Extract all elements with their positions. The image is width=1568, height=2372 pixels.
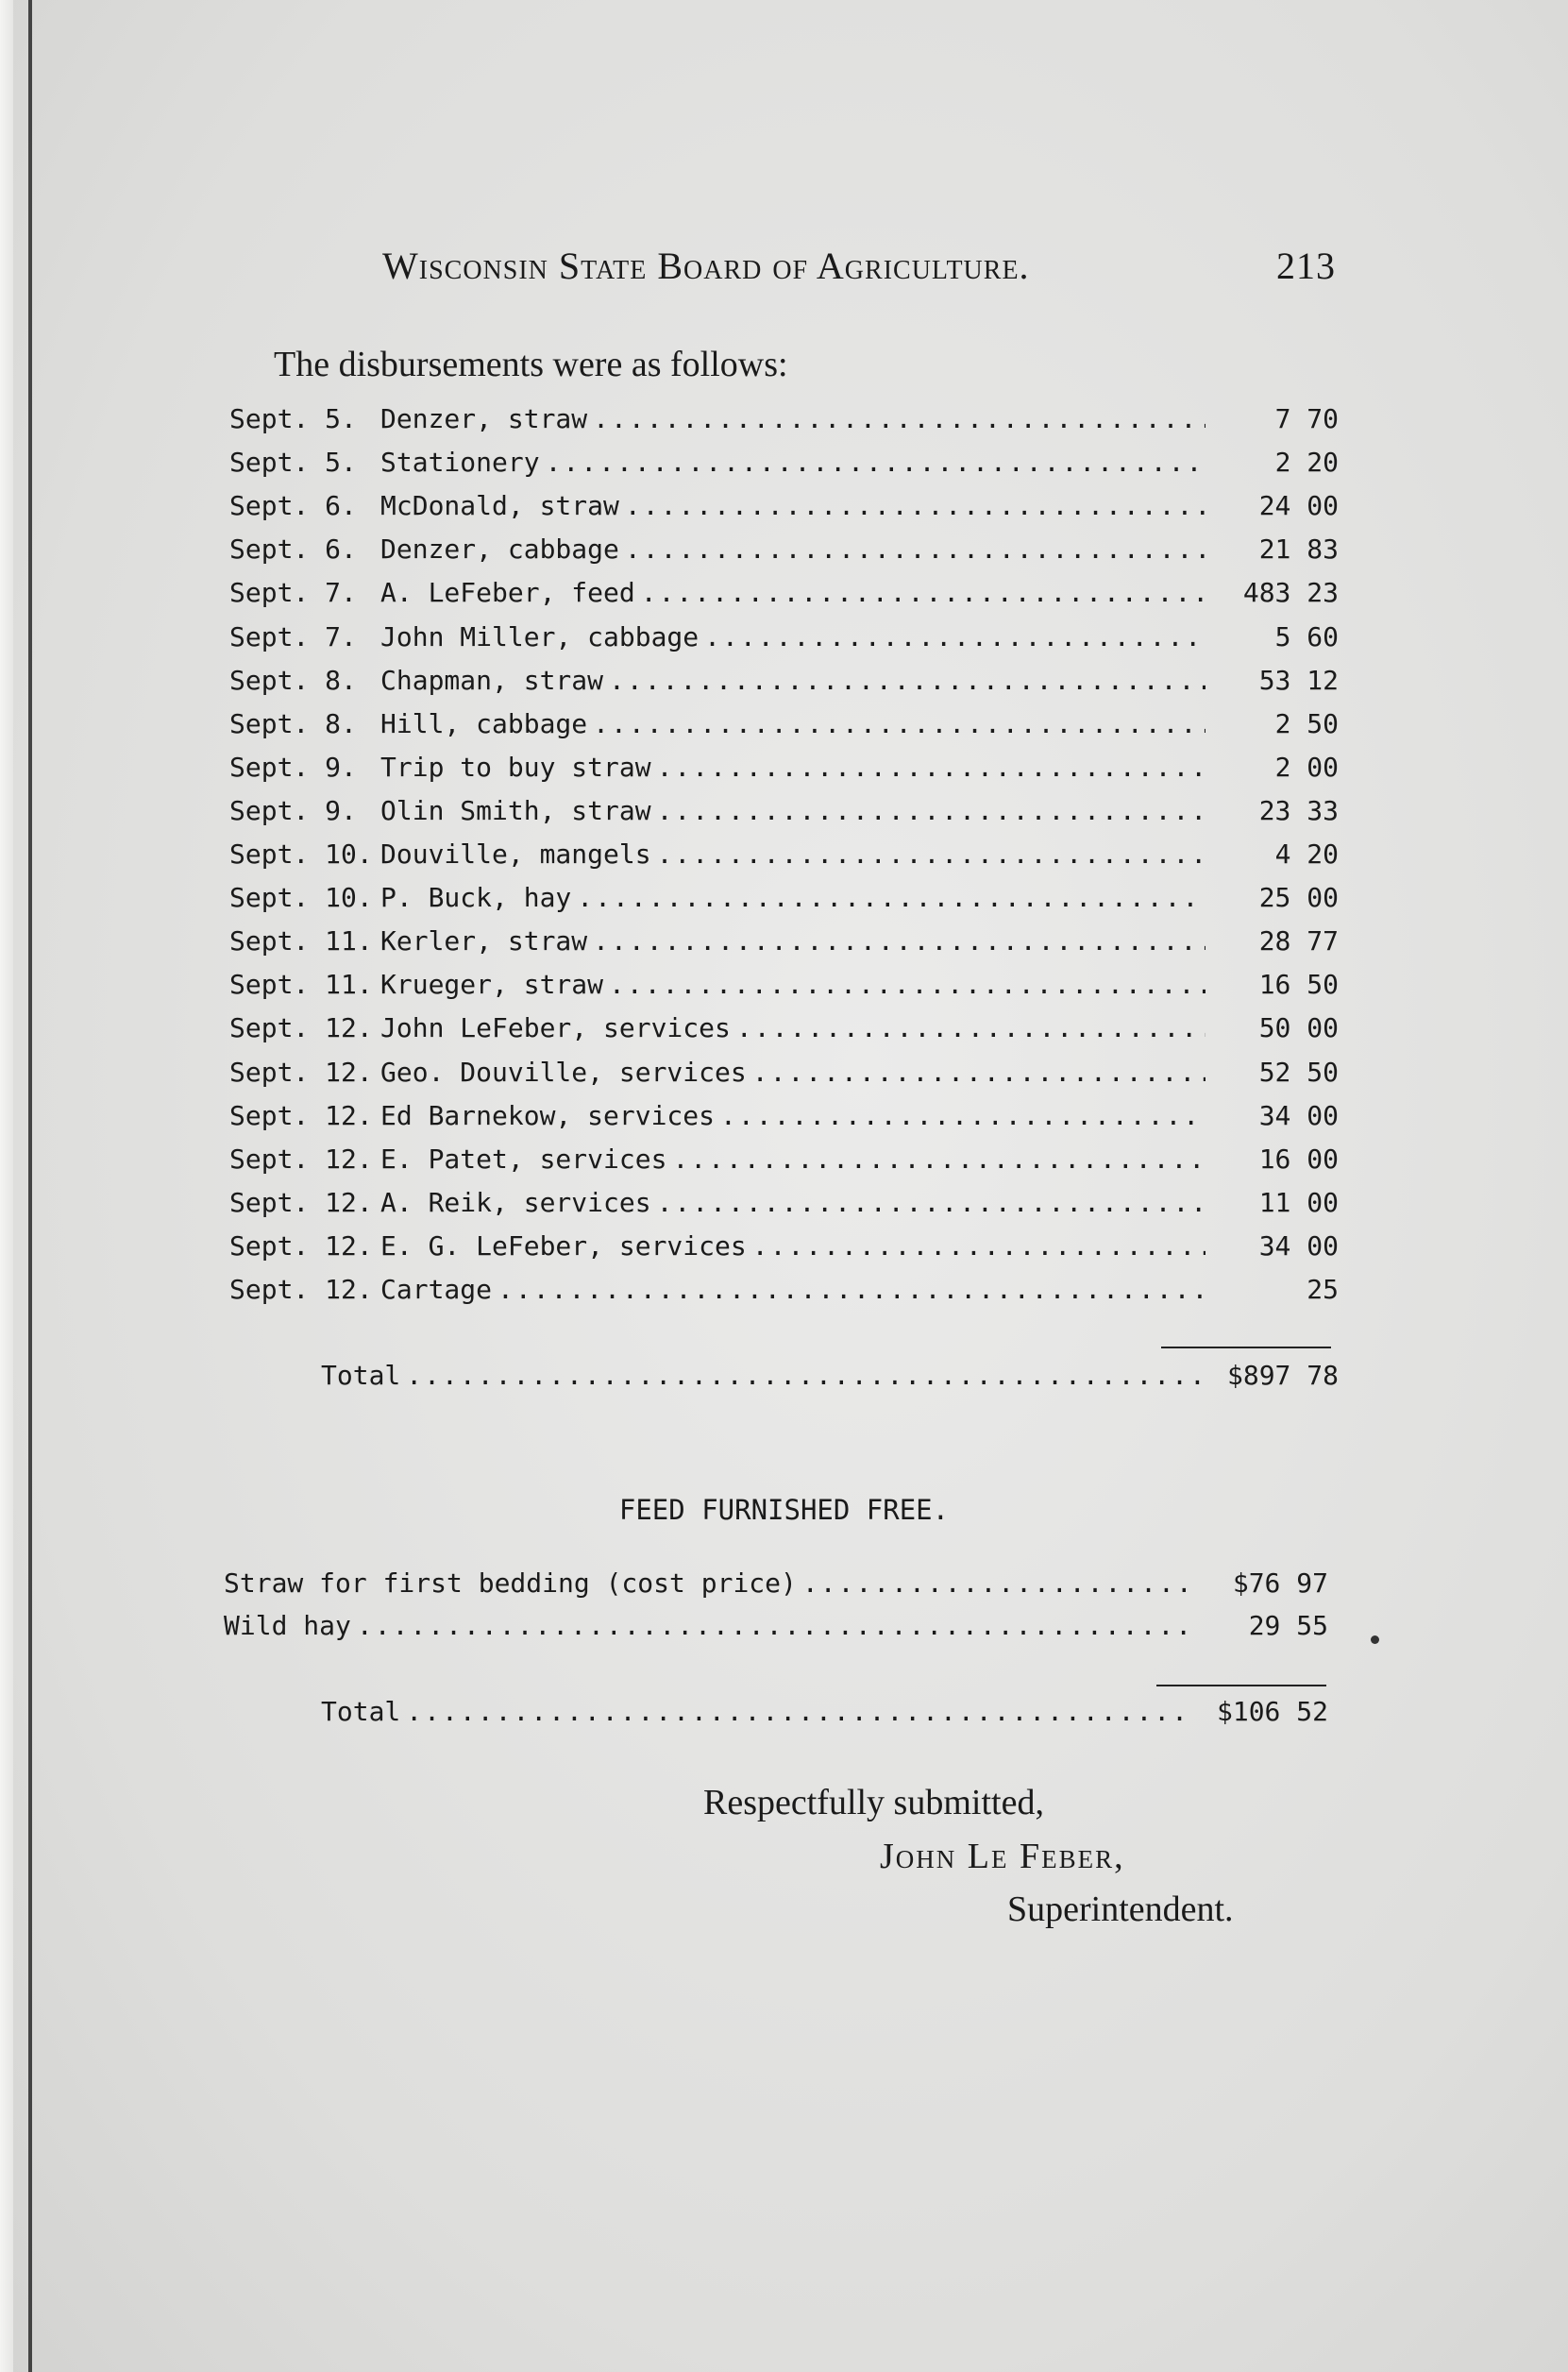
feed-item-description: Straw for first bedding (cost price) — [224, 1567, 797, 1599]
row-description: A. Reik, services — [380, 1186, 651, 1218]
signature-role: Superintendent. — [1007, 1889, 1234, 1929]
row-date: Sept. 5. — [229, 403, 357, 434]
row-description: E. Patet, services — [380, 1143, 667, 1175]
dot-leader — [497, 1274, 1206, 1305]
row-amount: 24 00 — [1258, 490, 1339, 522]
row-amount: 16 00 — [1258, 1143, 1339, 1175]
row-date: Sept. 10. — [229, 882, 373, 914]
row-description: Geo. Douville, services — [380, 1056, 747, 1088]
total-amount: $897 78 — [1226, 1360, 1339, 1391]
dot-leader — [546, 447, 1206, 478]
row-date: Sept. 11. — [229, 969, 373, 1001]
row-amount: 25 — [1307, 1274, 1339, 1305]
row-amount: 23 33 — [1258, 794, 1339, 826]
disbursement-row — [229, 621, 1339, 659]
dot-leader — [577, 882, 1206, 913]
disbursement-row — [229, 708, 1339, 746]
row-amount: 34 00 — [1258, 1099, 1339, 1131]
total-rule — [1161, 1347, 1331, 1348]
row-date: Sept. 11. — [229, 925, 373, 957]
row-date: Sept. 9. — [229, 794, 357, 826]
feed-total-label: Total — [321, 1696, 401, 1727]
binding-edge — [0, 0, 13, 2372]
row-amount: 34 00 — [1258, 1229, 1339, 1262]
row-description: Stationery — [380, 447, 540, 479]
row-amount: 5 60 — [1274, 620, 1339, 652]
disbursement-row — [229, 1012, 1339, 1050]
dot-leader — [802, 1567, 1195, 1599]
disbursement-row — [229, 534, 1339, 571]
row-amount: 4 20 — [1274, 839, 1339, 870]
row-date: Sept. 12. — [229, 1056, 373, 1088]
row-date: Sept. 12. — [229, 1186, 373, 1218]
dot-leader — [625, 534, 1206, 565]
dot-leader — [657, 752, 1206, 783]
row-description: Hill, cabbage — [380, 707, 588, 739]
row-description: Cartage — [380, 1274, 493, 1305]
disbursement-row — [229, 403, 1339, 441]
row-amount: 11 00 — [1258, 1186, 1339, 1218]
header-title: Wisconsin State Board of Agriculture. — [382, 245, 1030, 287]
row-date: Sept. 12. — [229, 1229, 373, 1262]
row-date: Sept. 7. — [229, 577, 357, 609]
row-description: Denzer, cabbage — [380, 534, 619, 566]
dot-leader — [609, 665, 1206, 696]
ink-speck — [1371, 1635, 1379, 1644]
row-description: Chapman, straw — [380, 664, 604, 696]
disbursement-row — [229, 1187, 1339, 1225]
dot-leader — [593, 403, 1206, 434]
disbursement-row — [229, 490, 1339, 528]
row-date: Sept. 12. — [229, 1012, 373, 1044]
row-description: Douville, mangels — [380, 839, 651, 870]
row-date: Sept. 8. — [229, 707, 357, 739]
row-description: Krueger, straw — [380, 969, 604, 1001]
dot-leader — [406, 1696, 1195, 1727]
disbursement-row — [229, 1057, 1339, 1094]
row-description: E. G. LeFeber, services — [380, 1229, 747, 1262]
disbursement-row — [229, 882, 1339, 920]
dot-leader — [357, 1610, 1195, 1641]
disbursement-row — [229, 795, 1339, 833]
row-date: Sept. 10. — [229, 839, 373, 870]
signature-name: John Le Feber, — [880, 1837, 1125, 1876]
binding-rule — [28, 0, 32, 2372]
row-date: Sept. 6. — [229, 490, 357, 522]
dot-leader — [657, 1187, 1206, 1218]
row-date: Sept. 6. — [229, 534, 357, 566]
disbursement-row — [229, 665, 1339, 703]
disbursement-row — [229, 1230, 1339, 1268]
row-amount: 483 23 — [1242, 577, 1339, 609]
feed-item-amount: $76 97 — [1232, 1567, 1328, 1599]
dot-leader — [736, 1012, 1206, 1043]
feed-total-amount: $106 52 — [1216, 1696, 1328, 1727]
feed-total-row — [321, 1696, 1328, 1734]
disbursement-row — [229, 447, 1339, 484]
row-date: Sept. 8. — [229, 664, 357, 696]
row-date: Sept. 5. — [229, 447, 357, 479]
row-date: Sept. 7. — [229, 620, 357, 652]
disbursement-row — [229, 1274, 1339, 1312]
disbursement-row — [229, 577, 1339, 615]
dot-leader — [406, 1360, 1206, 1391]
row-description: Trip to buy straw — [380, 751, 651, 783]
disbursement-row — [229, 969, 1339, 1007]
row-date: Sept. 12. — [229, 1274, 373, 1305]
disbursement-row — [229, 752, 1339, 789]
dot-leader — [641, 577, 1206, 608]
row-description: Ed Barnekow, services — [380, 1099, 716, 1131]
signature-closing: Respectfully submitted, — [703, 1783, 1044, 1822]
row-amount: 16 50 — [1258, 969, 1339, 1001]
dot-leader — [657, 795, 1206, 826]
disbursement-row — [229, 839, 1339, 876]
dot-leader — [704, 621, 1206, 652]
dot-leader — [657, 839, 1206, 870]
row-description: Kerler, straw — [380, 925, 588, 957]
dot-leader — [752, 1230, 1206, 1262]
row-date: Sept. 12. — [229, 1143, 373, 1175]
feed-item-row — [224, 1567, 1328, 1605]
disbursement-row — [229, 1100, 1339, 1138]
row-amount: 53 12 — [1258, 664, 1339, 696]
row-amount: 2 50 — [1274, 707, 1339, 739]
row-date: Sept. 12. — [229, 1099, 373, 1131]
row-description: P. Buck, hay — [380, 882, 572, 914]
feed-total-rule — [1156, 1685, 1326, 1686]
row-date: Sept. 9. — [229, 751, 357, 783]
row-amount: 21 83 — [1258, 534, 1339, 566]
row-description: John Miller, cabbage — [380, 620, 700, 652]
dot-leader — [593, 708, 1206, 739]
feed-item-amount: 29 55 — [1248, 1610, 1328, 1641]
row-description: John LeFeber, services — [380, 1012, 731, 1044]
row-amount: 28 77 — [1258, 925, 1339, 957]
feed-item-description: Wild hay — [224, 1610, 351, 1641]
row-description: McDonald, straw — [380, 490, 619, 522]
row-amount: 7 70 — [1274, 403, 1339, 434]
feed-item-row — [224, 1610, 1328, 1648]
dot-leader — [752, 1057, 1206, 1088]
row-description: A. LeFeber, feed — [380, 577, 635, 609]
row-description: Denzer, straw — [380, 403, 588, 434]
section-heading: FEED FURNISHED FREE. — [618, 1494, 950, 1526]
dot-leader — [593, 925, 1206, 957]
disbursement-row — [229, 1144, 1339, 1181]
row-amount: 25 00 — [1258, 882, 1339, 914]
row-amount: 52 50 — [1258, 1056, 1339, 1088]
row-amount: 2 00 — [1274, 751, 1339, 783]
row-amount: 50 00 — [1258, 1012, 1339, 1044]
page-number: 213 — [1276, 245, 1336, 287]
total-label: Total — [321, 1360, 401, 1391]
dot-leader — [609, 969, 1206, 1000]
dot-leader — [672, 1144, 1206, 1175]
disbursements-total-row — [321, 1360, 1339, 1398]
dot-leader — [720, 1100, 1206, 1131]
disbursement-row — [229, 925, 1339, 963]
intro-text: The disbursements were as follows: — [274, 345, 788, 384]
row-description: Olin Smith, straw — [380, 794, 651, 826]
row-amount: 2 20 — [1274, 447, 1339, 479]
dot-leader — [625, 490, 1206, 521]
